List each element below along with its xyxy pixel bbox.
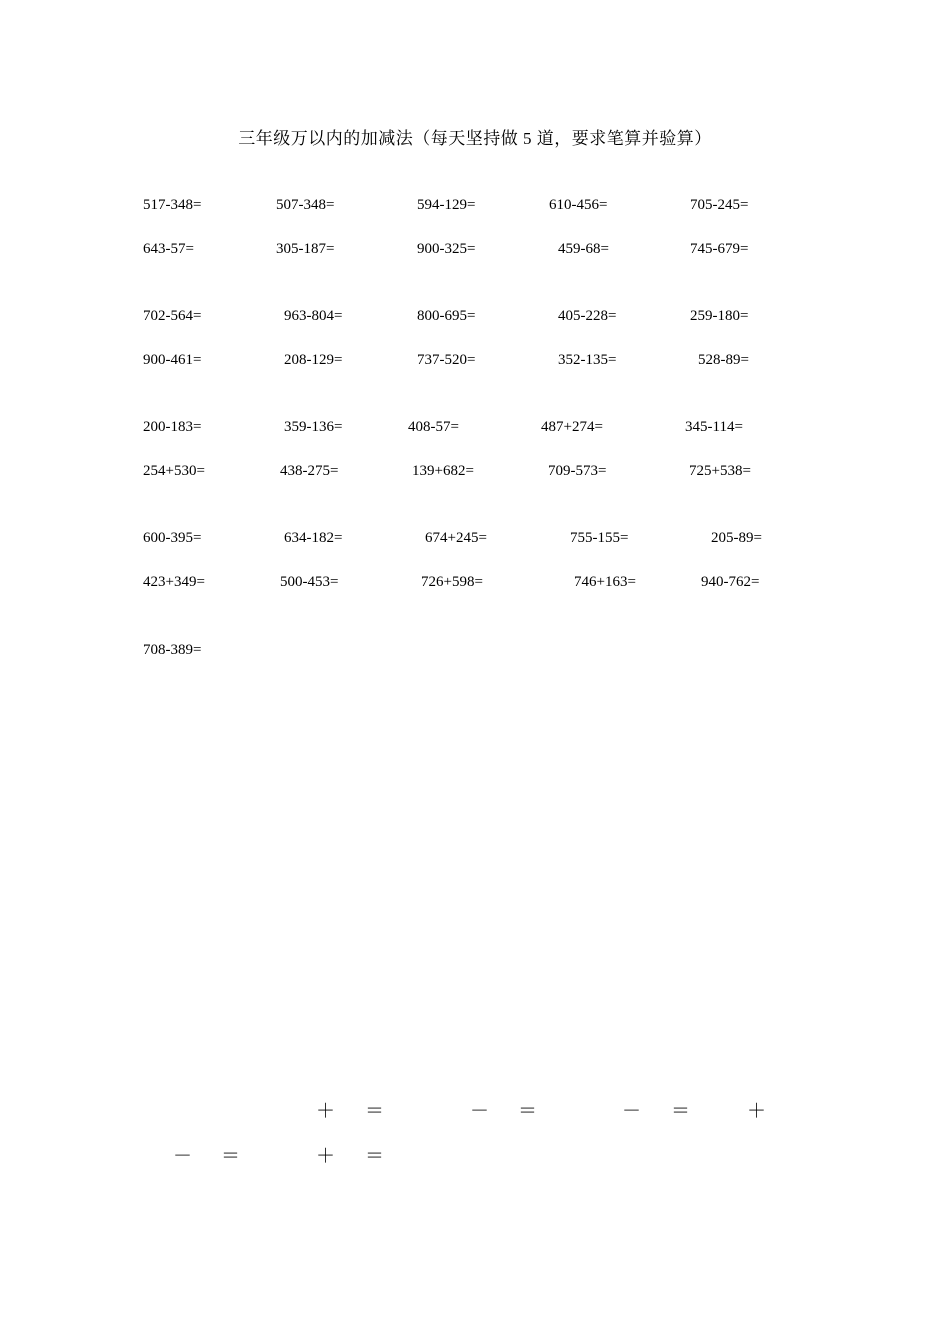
problem: 139+682= bbox=[412, 463, 474, 479]
problem: 487+274= bbox=[541, 419, 603, 435]
problem: 459-68= bbox=[558, 241, 609, 257]
problem: 643-57= bbox=[143, 241, 194, 257]
problem: 423+349= bbox=[143, 574, 205, 590]
problem: 600-395= bbox=[143, 530, 202, 546]
problem: 702-564= bbox=[143, 308, 202, 324]
equals-symbol: ＝ bbox=[518, 1100, 538, 1122]
problem: 755-155= bbox=[570, 530, 629, 546]
problem: 963-804= bbox=[284, 308, 343, 324]
plus-symbol: ＋ bbox=[316, 1100, 336, 1122]
plus-symbol: ＋ bbox=[747, 1100, 767, 1122]
problem: 408-57= bbox=[408, 419, 459, 435]
equals-symbol: ＝ bbox=[365, 1100, 385, 1122]
minus-symbol: － bbox=[173, 1145, 193, 1167]
problem: 305-187= bbox=[276, 241, 335, 257]
problem: 709-573= bbox=[548, 463, 607, 479]
problem: 800-695= bbox=[417, 308, 476, 324]
problem: 507-348= bbox=[276, 197, 335, 213]
problem: 528-89= bbox=[698, 352, 749, 368]
equals-symbol: ＝ bbox=[671, 1100, 691, 1122]
problem: 674+245= bbox=[425, 530, 487, 546]
problem: 359-136= bbox=[284, 419, 343, 435]
equals-symbol: ＝ bbox=[221, 1145, 241, 1167]
problem: 345-114= bbox=[685, 419, 743, 435]
minus-symbol: － bbox=[470, 1100, 490, 1122]
problem: 634-182= bbox=[284, 530, 343, 546]
problem: 725+538= bbox=[689, 463, 751, 479]
problem: 254+530= bbox=[143, 463, 205, 479]
problem: 745-679= bbox=[690, 241, 749, 257]
problem: 205-89= bbox=[711, 530, 762, 546]
problem: 900-461= bbox=[143, 352, 202, 368]
problem: 594-129= bbox=[417, 197, 476, 213]
problem: 500-453= bbox=[280, 574, 339, 590]
problem: 517-348= bbox=[143, 197, 202, 213]
problem: 900-325= bbox=[417, 241, 476, 257]
plus-symbol: ＋ bbox=[316, 1145, 336, 1167]
problem: 940-762= bbox=[701, 574, 760, 590]
problem: 746+163= bbox=[574, 574, 636, 590]
minus-symbol: － bbox=[622, 1100, 642, 1122]
problem: 708-389= bbox=[143, 642, 202, 658]
problem: 200-183= bbox=[143, 419, 202, 435]
page-title: 三年级万以内的加减法（每天坚持做 5 道，要求笔算并验算） bbox=[238, 129, 712, 148]
problem: 610-456= bbox=[549, 197, 608, 213]
problem: 438-275= bbox=[280, 463, 339, 479]
problem: 259-180= bbox=[690, 308, 749, 324]
problem: 737-520= bbox=[417, 352, 476, 368]
problem: 705-245= bbox=[690, 197, 749, 213]
problem: 405-228= bbox=[558, 308, 617, 324]
equals-symbol: ＝ bbox=[365, 1145, 385, 1167]
problem: 352-135= bbox=[558, 352, 617, 368]
problem: 208-129= bbox=[284, 352, 343, 368]
problem: 726+598= bbox=[421, 574, 483, 590]
